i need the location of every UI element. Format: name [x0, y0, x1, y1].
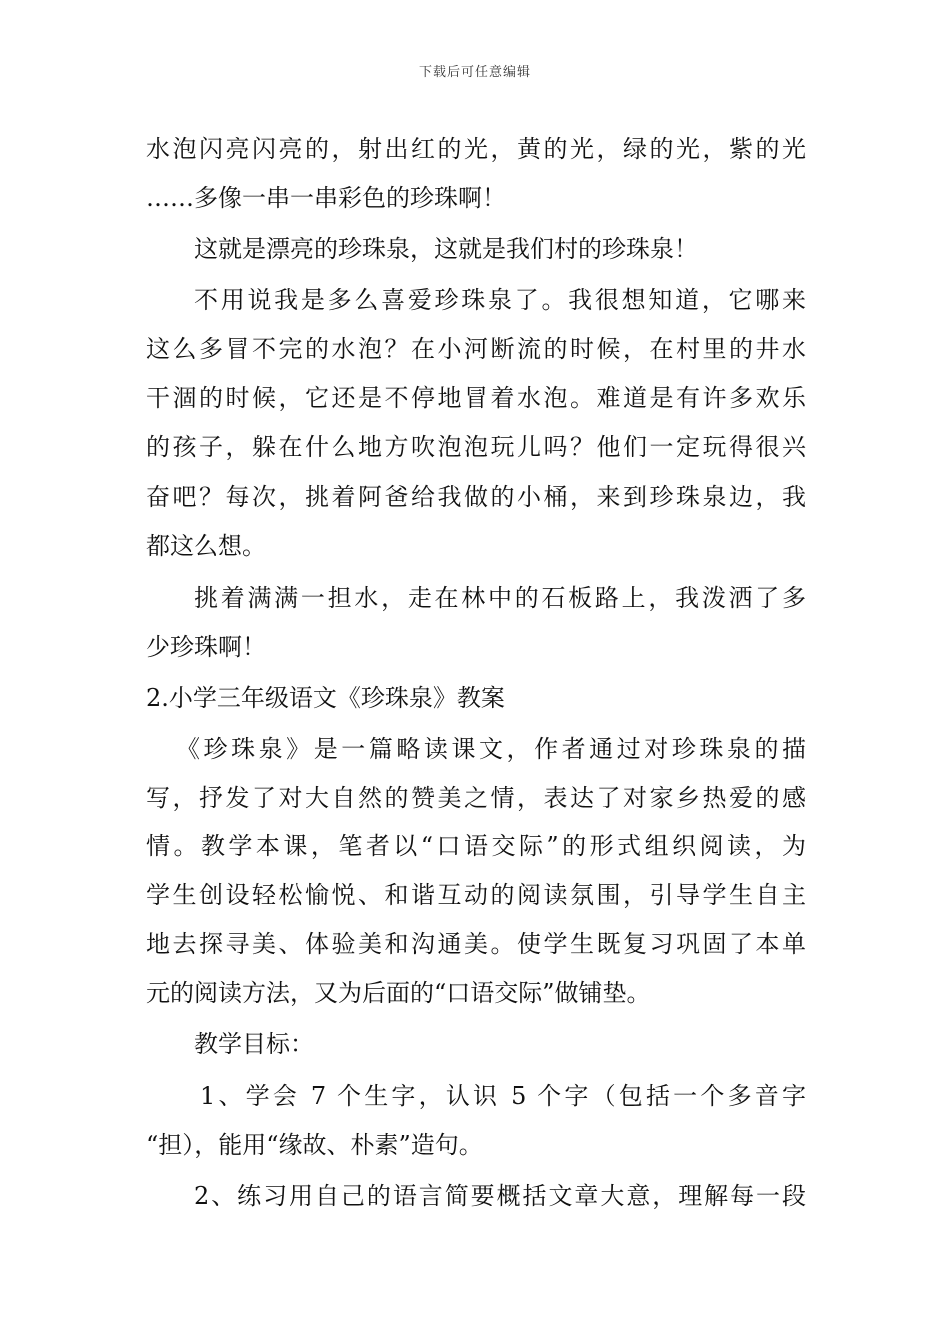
- paragraph-line: 的孩子，躲在什么地方吹泡泡玩儿吗？他们一定玩得很兴: [146, 433, 806, 461]
- paragraph-line: 元的阅读方法，又为后面的“口语交际”做铺垫。: [146, 979, 651, 1007]
- paragraph-line: 干涸的时候，它还是不停地冒着水泡。难道是有许多欢乐: [146, 384, 806, 412]
- paragraph-line: 水泡闪亮闪亮的，射出红的光，黄的光，绿的光，紫的光: [146, 135, 806, 163]
- list-item: 1、学会 7 个生字，认识 5 个字（包括一个多音字: [200, 1082, 806, 1110]
- paragraph-line: 这就是漂亮的珍珠泉，这就是我们村的珍珠泉！: [194, 235, 698, 263]
- page-header: 下载后可任意编辑: [418, 65, 531, 80]
- paragraph-line: 写，抒发了对大自然的赞美之情，表达了对家乡热爱的感: [146, 784, 806, 812]
- subheading: 教学目标：: [194, 1030, 314, 1058]
- paragraph-line: ……多像一串一串彩色的珍珠啊！: [146, 184, 506, 212]
- paragraph-line: 不用说我是多么喜爱珍珠泉了。我很想知道，它哪来: [194, 286, 806, 314]
- paragraph-line: 地去探寻美、体验美和沟通美。使学生既复习巩固了本单: [146, 930, 806, 958]
- paragraph-line: 奋吧？每次，挑着阿爸给我做的小桶，来到珍珠泉边，我: [146, 483, 806, 511]
- list-item: 2、练习用自己的语言简要概括文章大意，理解每一段: [194, 1182, 806, 1210]
- paragraph-line: 少珍珠啊！: [146, 633, 266, 661]
- paragraph-line: 都这么想。: [146, 532, 266, 560]
- section-heading: 2.小学三年级语文《珍珠泉》教案: [146, 684, 505, 712]
- paragraph-line: 这么多冒不完的水泡？在小河断流的时候，在村里的井水: [146, 335, 806, 363]
- paragraph-line: 情。教学本课，笔者以“口语交际”的形式组织阅读，为: [146, 832, 806, 860]
- paragraph-line: 挑着满满一担水，走在林中的石板路上，我泼洒了多: [194, 584, 806, 612]
- list-item: “担），能用“缘故、朴素”造句。: [146, 1131, 483, 1159]
- paragraph-line: 《珍珠泉》是一篇略读课文，作者通过对珍珠泉的描: [176, 735, 806, 763]
- paragraph-line: 学生创设轻松愉悦、和谐互动的阅读氛围，引导学生自主: [146, 881, 806, 909]
